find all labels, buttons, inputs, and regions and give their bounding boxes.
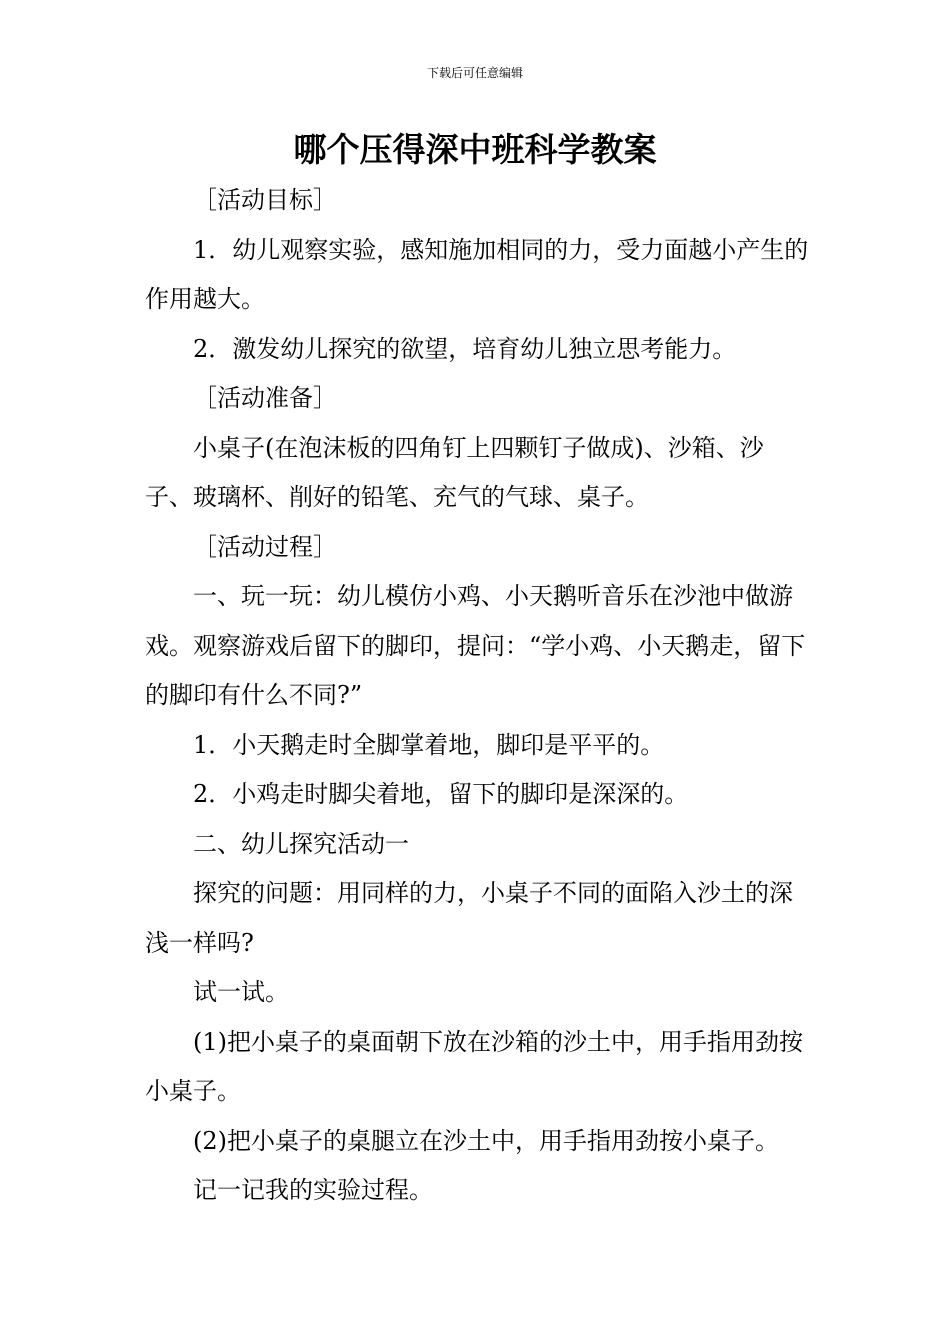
section-heading-goals: ［活动目标］ xyxy=(193,186,337,214)
goal-item-2: 2．激发幼儿探究的欲望，培育幼儿独立思考能力。 xyxy=(193,334,737,363)
try-it-label: 试一试。 xyxy=(193,978,289,1006)
section-heading-preparation: ［活动准备］ xyxy=(193,384,337,412)
record-label: 记一记我的实验过程。 xyxy=(193,1176,433,1204)
header-note: 下载后可任意编辑 xyxy=(426,66,523,80)
process-step-1-point-1: 1．小天鹅走时全脚掌着地，脚印是平平的。 xyxy=(193,730,665,759)
document-title: 哪个压得深中班科学教案 xyxy=(293,130,657,169)
preparation-text: 小桌子(在泡沫板的四角钉上四颗钉子做成)、沙箱、沙子、玻璃杯、削好的铅笔、充气的气球、桌子。 xyxy=(145,433,764,511)
try-it-step-2: (2)把小桌子的桌腿立在沙土中，用手指用劲按小桌子。 xyxy=(193,1126,779,1155)
document-body xyxy=(145,176,810,1216)
try-it-step-1: (1)把小桌子的桌面朝下放在沙箱的沙土中，用手指用劲按小桌子。 xyxy=(145,1027,803,1105)
goal-item-1: 1．幼儿观察实验，感知施加相同的力，受力面越小产生的作用越大。 xyxy=(145,235,809,313)
process-step-1: 一、玩一玩：幼儿模仿小鸡、小天鹅听音乐在沙池中做游戏。观察游戏后留下的脚印，提问：“学小鸡、小天鹅走，留下的脚印有什么不同?” xyxy=(145,582,806,709)
process-step-2-heading: 二、幼儿探究活动一 xyxy=(193,829,409,858)
section-heading-process: ［活动过程］ xyxy=(193,532,337,561)
process-step-1-point-2: 2．小鸡走时脚尖着地，留下的脚印是深深的。 xyxy=(193,780,689,808)
explore-question: 探究的问题：用同样的力，小桌子不同的面陷入沙土的深浅一样吗? xyxy=(145,879,793,957)
